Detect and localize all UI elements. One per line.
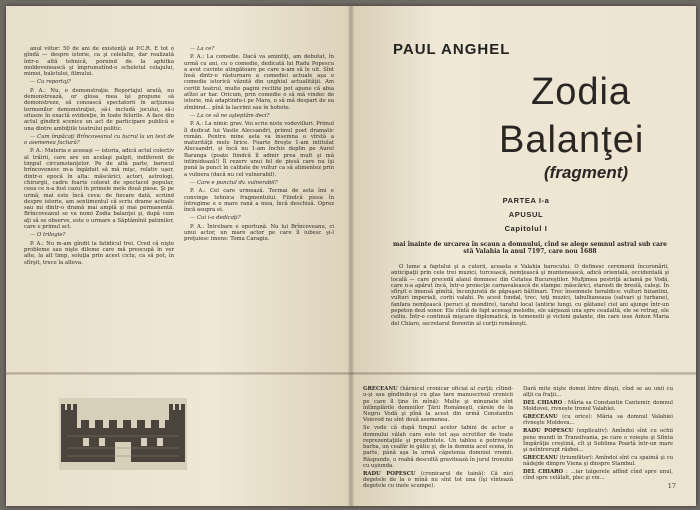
dialogue-text: (cu orice): Măria sa domnul Valahiei rîvneşte Moldova... — [523, 414, 673, 427]
paragraph: — O trilogie? — [30, 232, 66, 239]
page-crease — [6, 372, 696, 375]
left-column-1 — [24, 46, 174, 268]
title-line-1: Zodia — [531, 71, 632, 113]
paragraph: anul viitor: 50 de ani de existenţă ai P.C.R. E tot o gîndă — despre istorie, ca şi celelalte, dar realizată într-o altă tehnică, pornind de la aphitka moldovenească şi împrumutînd-o scheletul colajului, mimei, baletului, filmului. — [24, 46, 174, 78]
right-page — [351, 6, 696, 506]
dialogue-line — [523, 455, 673, 468]
part-heading: PARTEA I-a — [502, 196, 550, 205]
paragraph: O lume a faptului şi a culorii, aceasta e Valahia barocului. O definesc ceremonii încoronării, anticipaţii prin cele trei muzici, turcească, nemţească şi muntenească, adică orientală, occidentală şi locală — care precedă alaiul domnesc din Cetatea Bucureştilor. Mulţimea pestriţă aclamă pe Vodă, care n-a apărut încă, într-o proiecţie carnavalească de stampe: măscărici, starosti de breslă, caleşi. În sfîrşit o imensă gîmîtă, încunjurată de pǎpuşari băltinari. Trec însemnele heraldice: vulturi bizantini, vulturi imperiali, corbi valahi. Pe acest fondal, trec, toţi muzici, tabulhaneaua (salvari şi turbane), fanfara nemţească (peruci şi mondire), taraful local (antirie lungi, cu gǎitane) ciel ani ajunge într-un pepeton dezl sonor. Ele cîntă de fapt aceeaşi melodie, ele sărjează una spre ceailaltă, ele se retrag, ele ceiliu. Într-o continuă mişcare diplomatică, în temenelii şi vicleni galante, din care iese Anton Maria del Chiaro, secretarul florentin al curţii româneşti. — [391, 264, 669, 327]
dialogue-line — [523, 428, 673, 453]
part-name: APUSUL — [508, 210, 544, 219]
dialogue-line — [363, 386, 513, 424]
paragraph: — Cu reportaj? — [30, 79, 71, 86]
speaker-name: DEL CHIARO — [523, 400, 563, 407]
chapter-lead: mai înainte de urcarea în scaun a domnului, cînd se alege semnul astral sub care stă Valahia la anul 7197, care nou 1688 — [393, 241, 667, 256]
dialogue-text: : Măria sa Constantin Cantemir, domnul Moldovei, rivnește tronul Valahiei. — [523, 400, 673, 413]
dialogue-column-2 — [523, 386, 673, 483]
right-body-text — [391, 264, 669, 327]
paragraph: P. A.: Cel care urmează. Tocmai de asta îmi e convinge tehnica fragmentului. Fiindcă piesa în întregime e o mare rană a mea, încă deschisă. Oprez încă asupra ei. — [184, 188, 334, 214]
castle-illustration — [59, 398, 187, 470]
paragraph: — Cum împăcaţi Brîncoveanul cu lucrul la un text de o asemenea factură? — [24, 133, 174, 147]
dialogue-text: Se vede că după timpul acelor tabini de actor a domnului vălah care este tot aşa ocrotitor de toate reprezentaţiile şi preşdintele. Un tablou e potriveşte barba, un ceafăr le gătie şi, de la domnia acel scena, în parte, până aşa la urmă căpetenia domniei vremii. Răspunde, o roabă descoltă gravitează în jurul tronului cu uşiunda. — [363, 425, 513, 470]
dialogue-text: (cronicarul de taină): Că nici degetele de la o mînă nu sînt tot una (îşi vîntează degetele cu inele scumpe). — [363, 470, 513, 490]
book-spread — [6, 6, 696, 506]
dialogue-line — [523, 469, 673, 482]
paragraph: — La ce? — [190, 46, 215, 52]
dialogue-line — [363, 425, 513, 469]
paragraph: P. A.: Întrebare e oportună. Nu lui Brîncoveanu, ci unui actor, un mare actor pe care îl iubesc şi-l preţuiesc imens: Toma Caragiu. — [184, 223, 334, 243]
dialogue-text: (explicativ): Amîndoi sînt cu ochii pene mundi în Transilvania, pe care o voieşte şi Sfînta Împărăţie creştină, cît şi Sublima Poartă într-un mare şi neîntrerupt război... — [523, 428, 673, 454]
paragraph: P. A.: La comedie. Dacă va amintiţi, am debutat, în urmă cu ani, cu o comedie, dedicată lui Radu Popescu a avut cuvinte atingătoare pe care n-am să le uit. Sînt însă dintr-o răsturnare a comediei actuale aşa o comedie istorică văzută din unghiul actualităţii. Am ceritit teatrul, multe pagini recitite pot apune că abia atîtei ar har. Oricum, prin comedie o să mă vindec de istorie, mă adaptindu-i pe Mara, o să mă despart de ea zîmbind... pînă la lacrimi sau în hohote. — [184, 54, 334, 111]
paragraph: P. A.: Nu, o demonstraţie. Reportajul aratǎ, nu demonstreazǎ, or glosa mea îşi propune să demonstreze, să conoască spectatorii în acţiunea termenilor demonstraţiei, să-i includă jocului, să-i situeze în exactă evidenţie, în toate felurile. A face din actul gîndirii scenice un act de participare publică e una dintre ambiţiile teatrului politic. — [24, 87, 174, 132]
book-gutter — [348, 6, 354, 506]
paragraph: P. A.: Materia e aceeaşi — istoria, adică actul colectiv al trăirii, care are un acelaşi palpit, indiferent de timpul circumstanţelor. Pe de altă parte, barocul brîncovenesc m-a îngăduit să mă mişc, relativ uşor, dintr-o epocă în alta: măscărici, actori, astrologi, chirurgii, cadru foarte colorat de spectacol popular, ceea ce n-a fost cazul în primele mele două piese. Şi pe urmă, mai este încă ceva: de fiecare dată, scriind despre istorie, am sentimentul că scriu drame actuale sau mi dintr-o dramă mai amplă şi mai permanentă. Brîncoveanul se va numi Zodia balanţei şi, după cum aţi să se observe, este o urmare a Săptămînii patimilor, care e primul act. — [24, 148, 174, 231]
dialogue-text: (triumfător): Amîndoi sînt cu spaimă şi cu nădejde dimpre Viena şi dinspre Stambul. — [523, 454, 673, 468]
dialogue-line — [523, 414, 673, 427]
paragraph: — Cui i-o dedicaţi? — [190, 215, 241, 222]
dialogue-column-1 — [363, 386, 513, 491]
paragraph: — Care e punctul dv. vulnerabil? — [190, 179, 278, 186]
dialogue-text: Dară mite nişte domni între dînşii, cînd se au unii cu alţii ca fraţii... — [523, 386, 673, 399]
chapter-heading: Capitolul I — [504, 224, 548, 233]
dialogue-line — [523, 386, 673, 399]
paragraph: — La ce să ne aşteptăm deci? — [190, 112, 270, 119]
dialogue-line — [523, 400, 673, 413]
dialogue-text: : ...iar talgerele aflînd cînd spre unul, cînd spre celălalt, plec şi vin... — [523, 469, 673, 482]
speaker-name: RADU POPESCU — [363, 470, 416, 477]
subtitle: (fragment) — [544, 163, 629, 182]
speaker-name: GRECEANU — [523, 454, 558, 461]
title-line-2: Balanţei — [499, 119, 645, 161]
speaker-name: GRECEANU — [363, 386, 398, 392]
speaker-name: RADU POPESCU — [523, 428, 574, 435]
left-column-2 — [184, 46, 334, 245]
paragraph: P. A.: La nimic grav. Voi scrie niste vodevilluri. Primul îl dedicat lui Vasile Alecsandri, primul poet dramatic român. Pentru mine asta va însemna o vîrstă a maturităţii mele lirice. Foarte fireşte 1-am intitulat Alecsandri, şi încă nu 1-am închis deplin pe Aurel Baranga (poate fiindcă îl admir prea mult şi mă intimidează!) Îl rezerv unui fel de piesă care nu îşi pună la punct în calitate de vultur ca să alimentez prin a vulnera (dacă nu cel vulnerabil). — [184, 121, 334, 178]
dialogue-line — [363, 471, 513, 490]
speaker-name: DEL CHIARO — [523, 469, 564, 476]
author-name: PAUL ANGHEL — [393, 41, 511, 58]
dialogue-text: (hărnicul cronicar oficial al curţii; cîtind-u-şi sau gîndindu-şi cu glas tare manuscrisul cronicii pe care îl ţine în mînă): Multe şi minunate sînt întîmplările domniilor Ţării Româneşti, cărele de la Negru Vodă şi pînă la acest din urmă Constantin Voievod nu sînt două asemenea. — [363, 386, 513, 424]
speaker-name: GRECEANU — [523, 414, 558, 421]
page-number: 17 — [667, 482, 676, 490]
paragraph: P. A.: Nu m-am gîndit la fatidicul trei. Cred că nişte probleme sau nişte dileme care mă preocupă în ver alte, la alt timp, soluţia prin acest ciclu, ca să pot, în sfîrşit, trece la alteva. — [24, 240, 174, 266]
